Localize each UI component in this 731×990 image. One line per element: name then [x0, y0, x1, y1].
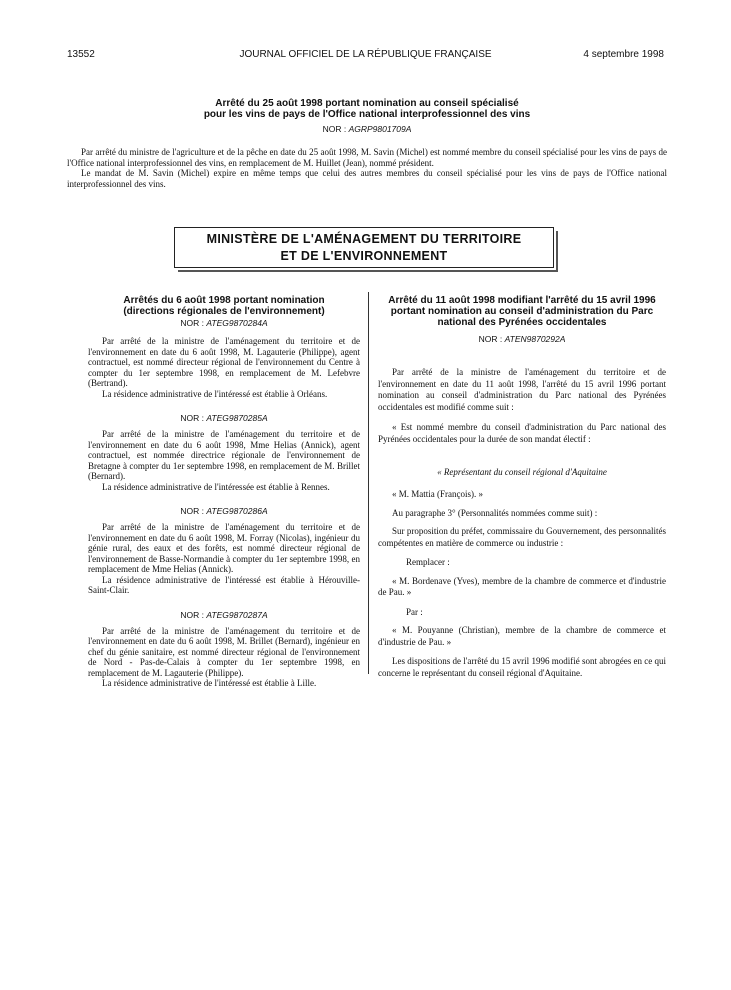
replace-label: Remplacer :: [406, 557, 450, 567]
entry-para: Par arrêté de la ministre de l'aménagement du territoire et de l'environnement en date du 6 août 1998, M. Brillet (Bernard), ingénieur en chef du génie sanitaire, est nommé directeur régional de l'environnement de Nord - Pas-de-Calais à compter du 1er septembre 1998, en remplacement de M. Lagauterie (Philippe).: [88, 625, 360, 678]
entry-para: Par arrêté de la ministre de l'aménagement du territoire et de l'environnement en date du 6 août 1998, Mme Helias (Annick), agent contractuel, est nommée directrice régionale de l'environnement de Bretagne à compter du 1er septembre 1998, en remplacement de M. Brillet (Bernard).: [88, 429, 360, 481]
right-body: [378, 367, 666, 679]
ministry-line1: MINISTÈRE DE L'AMÉNAGEMENT DU TERRITOIRE: [206, 232, 522, 246]
right-title-line1: Arrêté du 11 août 1998 modifiant l'arrêté du 15 avril 1996: [388, 295, 656, 306]
page-number: 13552: [67, 49, 95, 60]
ministry-line2: ET DE L'ENVIRONNEMENT: [280, 249, 448, 263]
right-column: [378, 295, 666, 679]
nor-line: NOR : ATEG9870287A: [180, 609, 268, 620]
right-para1: Par arrêté de la ministre de l'aménagement du territoire et de l'environnement en date du 11 août 1998, l'arrêté du 15 avril 1996 portant nomination au conseil d'administration du Parc national des Pyrénées occidentales est modifié comme suit :: [378, 367, 666, 412]
ministry-box: [174, 227, 554, 268]
entry-2: [88, 429, 360, 492]
right-title-line2: portant nomination au conseil d'administration du Parc: [390, 306, 654, 317]
entry-4: [88, 626, 360, 689]
entry-1: [88, 336, 360, 399]
par-value: « M. Pouyanne (Christian), membre de la chambre de commerce et d'industrie de Pau. »: [378, 625, 666, 647]
paragraph3-line: Au paragraphe 3° (Personnalités nommées comme suit) :: [392, 507, 598, 518]
section-title: « Représentant du conseil régional d'Aquitaine: [437, 467, 607, 477]
member-line: « M. Mattia (François). »: [392, 489, 483, 499]
top-arrete-para1: Par arrêté du ministre de l'agriculture et de la pêche en date du 25 août 1998, M. Savin (Michel) est nommé membre du conseil spécialisé pour les vins de pays de l'Office national interprofessionnel des vins, en remplacement de M. Huillet (Jean), nommé président.: [67, 147, 667, 168]
entry-para: Par arrêté de la ministre de l'aménagement du territoire et de l'environnement en date du 6 août 1998, M. Forray (Nicolas), ingénieur du génie rural, des eaux et des forêts, est nommé directeur régional de l'environnement de Basse-Normandie à compter du 1er septembre 1998, en remplacement de Mme Helias (Annick).: [88, 522, 360, 574]
par-label: Par :: [406, 606, 423, 617]
final-line: Les dispositions de l'arrêté du 15 avril 1996 modifié sont abrogées en ce qui concerne le représentant du conseil régional d'Aquitaine.: [378, 656, 666, 678]
top-arrete-para2: Le mandat de M. Savin (Michel) expire en même temps que celui des autres membres du conseil spécialisé pour les vins de pays de l'Office national interprofessionnel des vins.: [67, 168, 667, 189]
nor-label: NOR :: [322, 124, 347, 134]
entry-residence: La résidence administrative de l'intéressé est établie à Hérouville-Saint-Clair.: [88, 574, 360, 595]
entry-para: Par arrêté de la ministre de l'aménagement du territoire et de l'environnement en date du 6 août 1998, M. Lagauterie (Philippe), agent contractuel, est nommé directeur régional de l'environnement du Centre à compter du 1er septembre 1998, en remplacement de M. Lefebvre (Bertrand).: [88, 336, 360, 388]
entry-residence: La résidence administrative de l'intéressée est établie à Rennes.: [102, 481, 330, 492]
top-arrete-nor: [67, 124, 667, 135]
top-arrete-body: [67, 147, 667, 189]
top-arrete-title-line2: pour les vins de pays de l'Office national interprofessionnel des vins: [203, 109, 531, 120]
top-arrete: [67, 98, 667, 135]
entry-3: [88, 522, 360, 596]
nor-line: NOR : ATEG9870285A: [180, 413, 268, 423]
journal-title: JOURNAL OFFICIEL DE LA RÉPUBLIQUE FRANÇAISE: [239, 49, 492, 60]
entry-residence: La résidence administrative de l'intéressé est établie à Lille.: [102, 678, 317, 688]
replace-value: « M. Bordenave (Yves), membre de la chambre de commerce et d'industrie de Pau. »: [378, 575, 666, 597]
top-arrete-title-line1: Arrêté du 25 août 1998 portant nomination au conseil spécialisé: [215, 98, 519, 109]
nor-line: NOR : ATEG9870286A: [180, 506, 268, 516]
proposal-line: Sur proposition du préfet, commissaire du Gouvernement, des personnalités compétentes en matière de commerce ou industrie :: [378, 526, 666, 548]
right-nor: NOR : ATEN9870292A: [478, 334, 566, 344]
left-title-line2: (directions régionales de l'environnement): [123, 306, 325, 317]
entry-residence: La résidence administrative de l'intéressé est établie à Orléans.: [102, 388, 328, 399]
right-para2: « Est nommé membre du conseil d'administration du Parc national des Pyrénées occidentales pour la durée de son mandat électif :: [378, 422, 666, 444]
left-column: [88, 295, 360, 689]
issue-date: 4 septembre 1998: [583, 49, 664, 60]
nor-code: AGRP9801709A: [348, 124, 412, 134]
column-divider: [368, 292, 369, 674]
right-title-line3: national des Pyrénées occidentales: [437, 317, 607, 328]
nor-line: NOR : ATEG9870284A: [180, 318, 268, 328]
left-title-line1: Arrêtés du 6 août 1998 portant nomination: [123, 295, 325, 306]
